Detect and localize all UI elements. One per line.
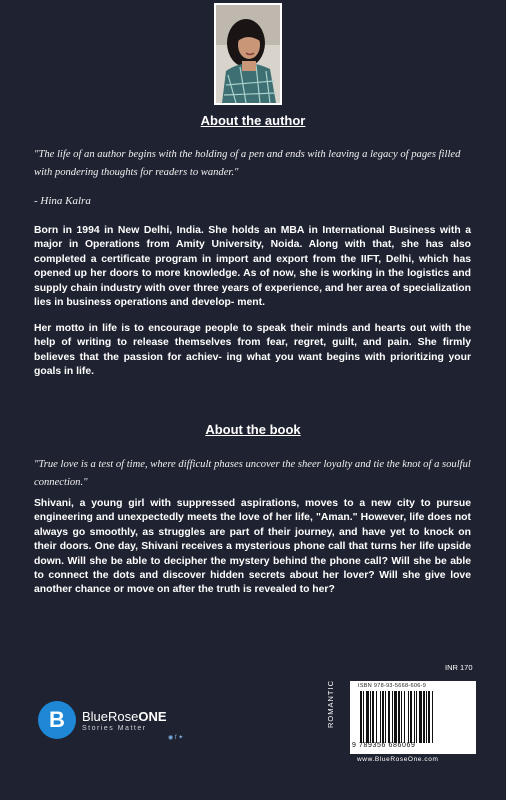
book-quote: "True love is a test of time, where difficult phases uncover the sheer loyalty and tie the knot of a soulful connection.": [34, 459, 471, 488]
barcode-panel: [350, 681, 476, 754]
publisher-logo-b-icon: B: [49, 707, 65, 732]
publisher-tagline: Stories Matter: [82, 725, 147, 732]
publisher-website: www.BlueRoseOne.com: [357, 756, 439, 763]
author-quote: "The life of an author begins with the holding of a pen and ends with leaving a legacy of pages filled with pondering thoughts for readers to wander.": [34, 149, 461, 178]
author-bio-paragraph: Born in 1994 in New Delhi, India. She holds an MBA in International Business with a major in Operations from Amity University, Noida. Along with that, she has also completed a certificate program in import and export from the IIFT, Delhi, which has opened up her doors to more knowledge. As of now, she is working in the logistics and supply chain industry with over three years of experience, and her area of specialization lies in business operations and develop- ment.: [34, 225, 471, 309]
author-signature: - Hina Kalra: [34, 195, 91, 207]
publisher-name-part1: BlueRose: [82, 709, 139, 724]
book-synopsis-paragraph: Shivani, a young girl with suppressed aspirations, moves to a new city to pursue engineering and unexpectedly meets the love of her life, "Aman." However, life does not always go smoothly, as struggles are part of their journey, and have yet to knock on their doors. One day, Shivani receives a mysterious phone call that turns her life upside down. Will she be able to decipher the mystery behind the phone call? Will she be able to connect the dots and discover hidden secrets about her lover? Will she give love another chance or move on after the truth is revealed to her?: [34, 498, 471, 596]
publisher-name-part2: ONE: [138, 709, 167, 724]
author-motto-paragraph: Her motto in life is to encourage people to speak their minds and hearts out with the help of writing to release themselves from fear, regret, guilt, and pain. She firmly believes that the passion for achiev- ing what you want begins with prioritizing your goals in life.: [34, 323, 471, 378]
publisher-name: [82, 709, 167, 724]
social-icons: ◉ f ✦: [168, 735, 184, 741]
genre-label: ROMANTIC: [326, 680, 335, 728]
about-book-heading: About the book: [205, 422, 301, 437]
price-label: INR 170: [445, 663, 473, 672]
about-author-heading: About the author: [200, 113, 306, 128]
barcode-number: 9 789356 686069: [352, 742, 416, 749]
barcode-icon: [360, 691, 466, 743]
isbn-label: ISBN 978-93-5668-606-9: [358, 683, 427, 689]
author-photo: [214, 3, 282, 105]
publisher-logo: [38, 701, 198, 741]
